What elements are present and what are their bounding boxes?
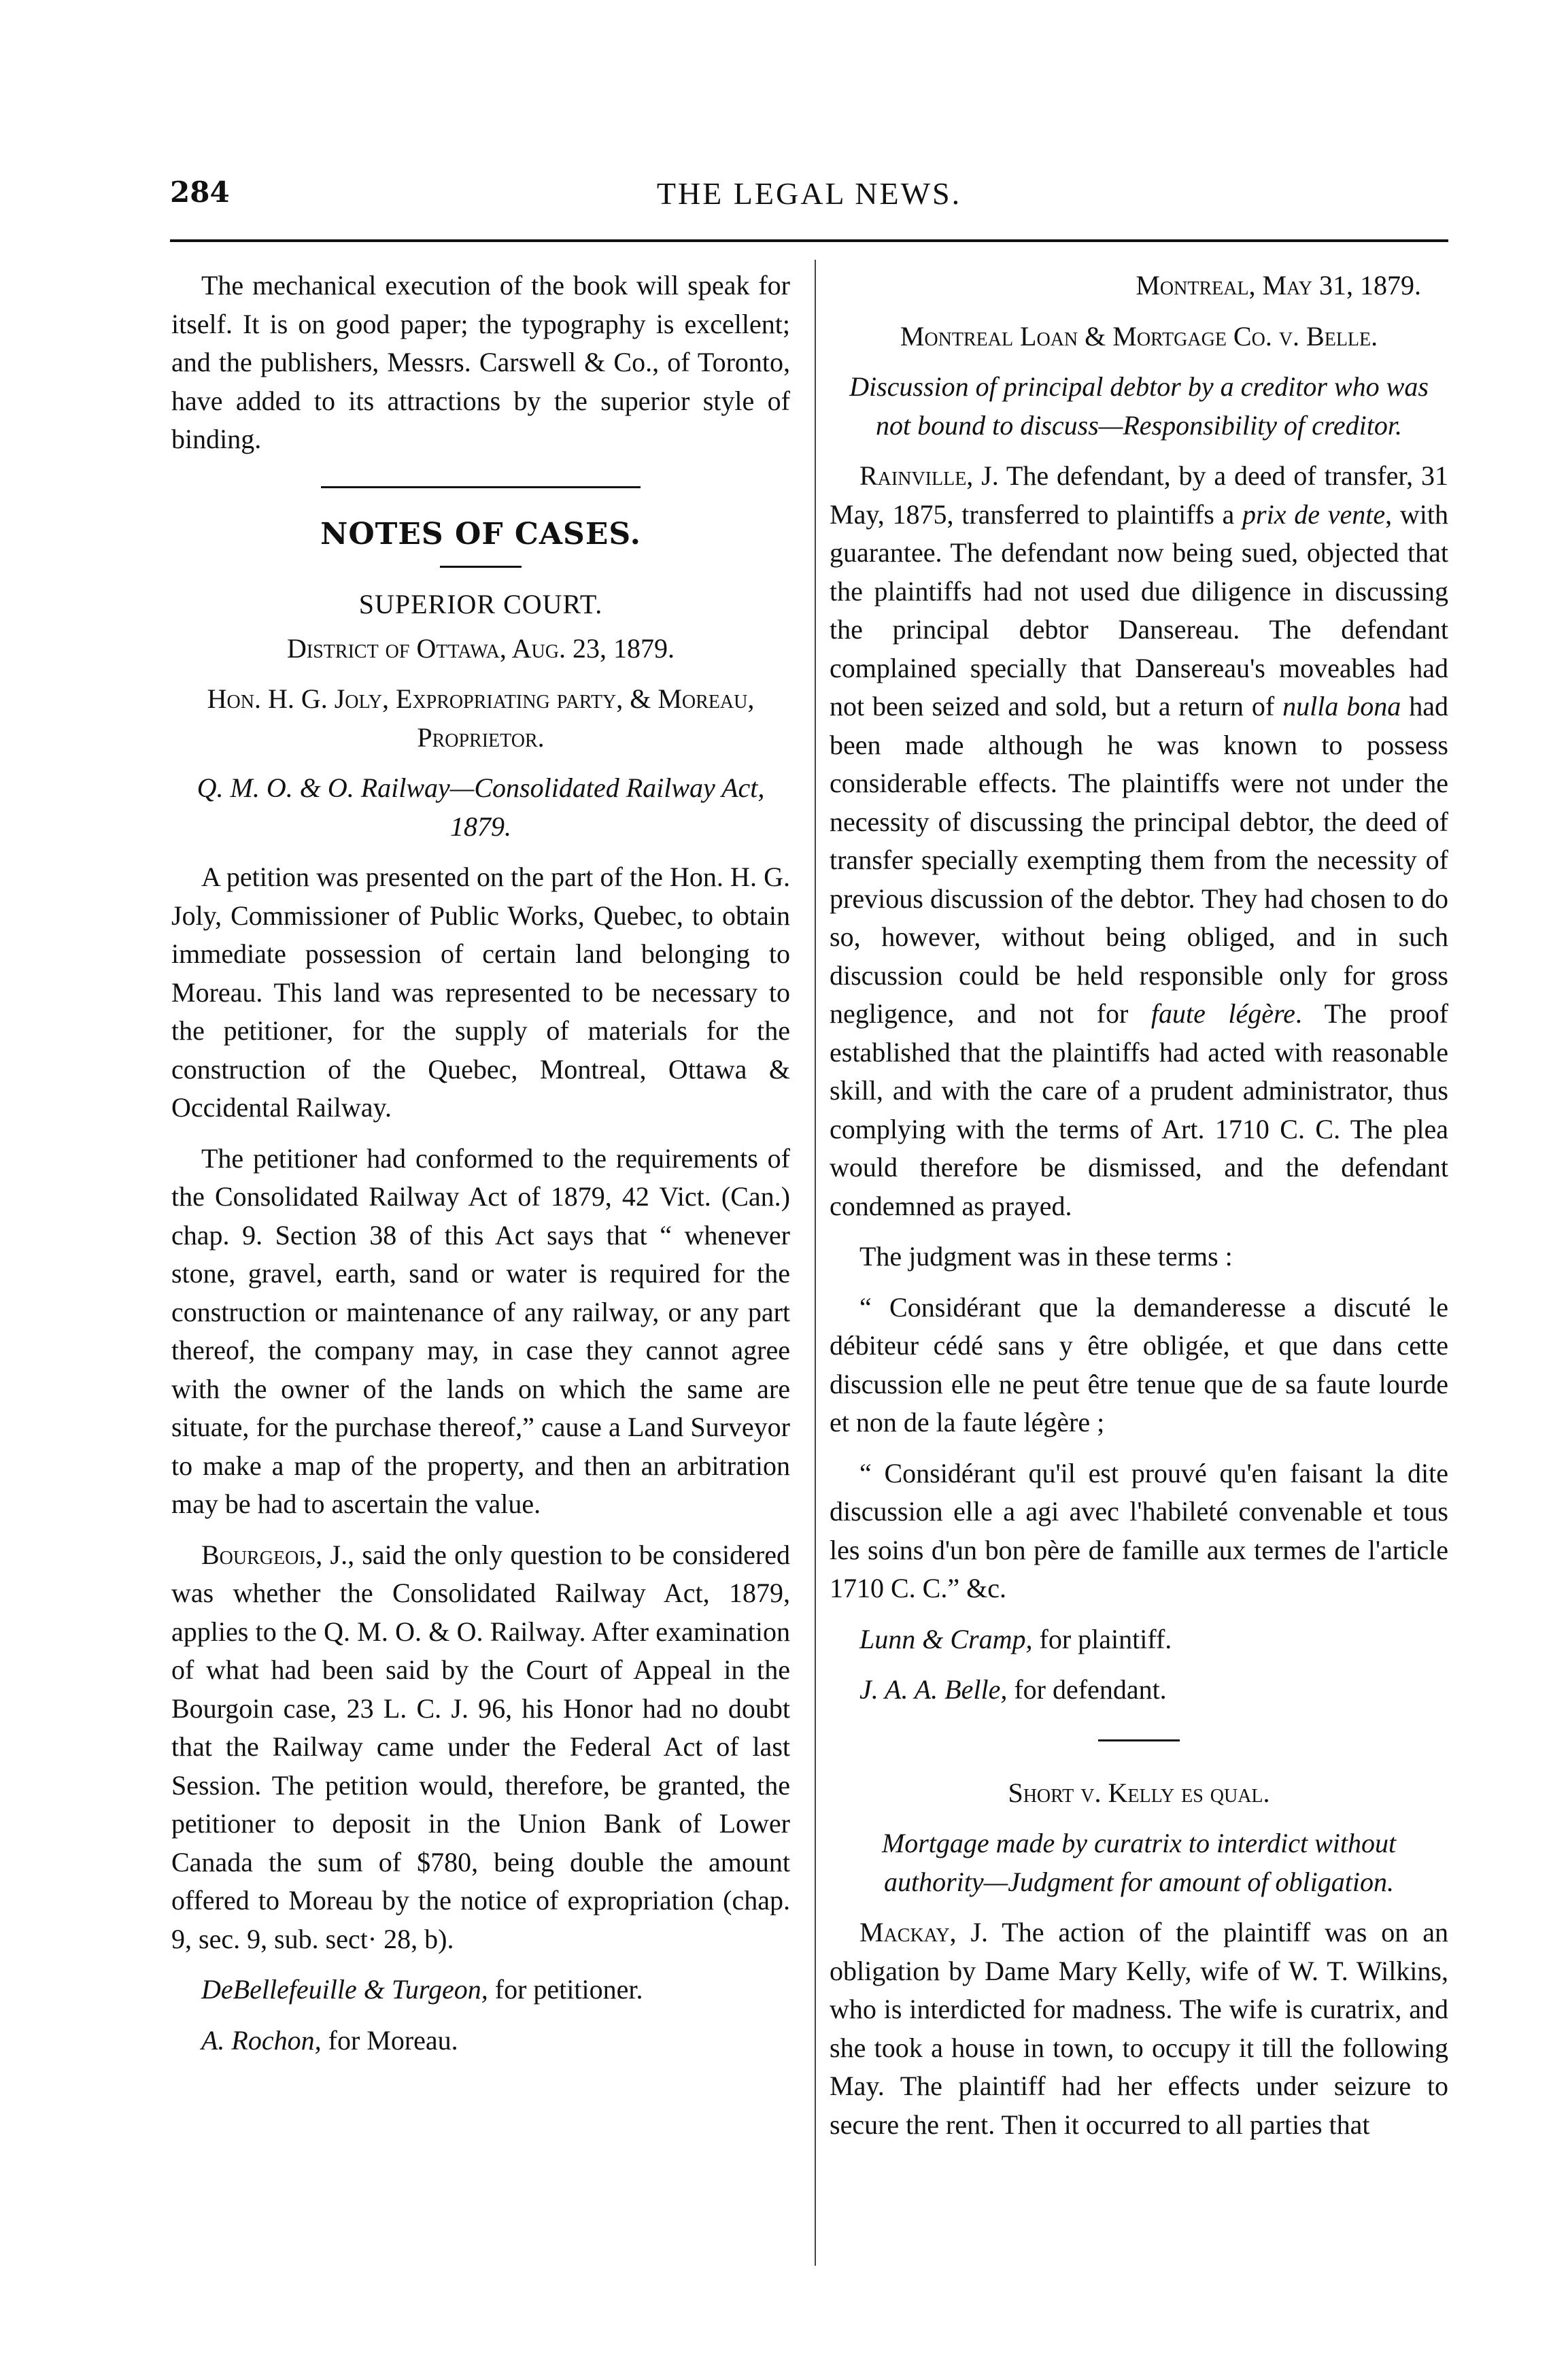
case-separator [1098, 1739, 1180, 1741]
case2-counsel-2: J. A. A. Belle, for defendant. [859, 1674, 1167, 1705]
case1-counsel-1: DeBellefeuille & Turgeon, for petitioner. [201, 1974, 643, 2005]
left-column [171, 267, 790, 2072]
case3-paragraph-1: Mackay, J. The action of the plaintiff was on an obligation by Dame Mary Kelly, wife of W. T. Wilkins, who is interdicted for madness. The wife is curatrix, and she took a house in town, to occupy it till the following May. The plaintiff had her effects under seizure to secure the rent. Then it occurred to all parties that [830, 1917, 1448, 2140]
case3-subject: Mortgage made by curatrix to interdict without authority—Judgment for amount of obligation. [881, 1828, 1397, 1897]
case2-paragraph-3: “ Considérant que la demanderesse a discuté le débiteur cédé sans y être obligée, et que dans cette discussion elle ne peut être tenue que de sa faute lourde et non de la faute légère ; [830, 1291, 1448, 1437]
case2-subject: Discussion of principal debtor by a creditor who was not bound to discuss—Responsibility of creditor. [849, 371, 1429, 441]
section-title: NOTES OF CASES. [320, 516, 641, 551]
case2-parties: Montreal Loan & Mortgage Co. v. Belle. [900, 320, 1378, 352]
case1-subject: Q. M. O. & O. Railway—Consolidated Railway Act, 1879. [197, 772, 765, 842]
case1-judge: Bourgeois, J., [201, 1539, 355, 1570]
case3-judge: Mackay, J. [859, 1917, 989, 1947]
case2-counsel-1: Lunn & Cramp, for plaintiff. [859, 1623, 1172, 1654]
page-header [170, 175, 1448, 230]
header-rule [170, 239, 1448, 242]
case1-counsel-2: A. Rochon, for Moreau. [201, 2024, 458, 2056]
case1-district: District of Ottawa, Aug. 23, 1879. [287, 632, 675, 664]
page-number: 284 [170, 175, 230, 209]
intro-paragraph: The mechanical execution of the book will speak for itself. It is on good paper; the typography is excellent; and the publishers, Messrs. Carswell & Co., of Toronto, have added to its attractions by the superior style of binding. [171, 270, 790, 454]
column-divider [815, 260, 816, 2266]
case3-parties: Short v. Kelly es qual. [1008, 1777, 1270, 1808]
case1-paragraph-2: The petitioner had conformed to the requirements of the Consolidated Railway Act of 1879, 42 Vict. (Can.) chap. 9. Section 38 of this Act says that “ whenever stone, gravel, earth, sand or water is required for the construction or maintenance of any railway, or any part thereof, the company may, in case they cannot agree with the owner of the lands on which the same are situate, for the purchase thereof,” cause a Land Surveyor to make a map of the property, and then an arbitration may be had to ascertain the value. [171, 1142, 790, 1519]
case2-paragraph-4: “ Considérant qu'il est prouvé qu'en faisant la dite discussion elle a agi avec l'habileté convenable et tous les soins d'un bon père de famille aux termes de l'article 1710 C. C.” &c. [830, 1457, 1448, 1603]
case2-paragraph-1: Rainville, J. The defendant, by a deed of transfer, 31 May, 1875, transferred to plaintiffs a prix de vente, with guarantee. The defendant now being sued, objected that the plaintiffs had not used due diligence in discussing the principal debtor Dansereau. The defendant complained specially that Dansereau's moveables had not been seized and sold, but a return of nulla bona had been made although he was known to possess considerable effects. The plaintiffs were not under the necessity of discussing the principal debtor, the deed of transfer specially exempting them from the necessity of previous discussion of the debtor. They had chosen to do so, however, without being obliged, and in such discussion could be held responsible only for gross negligence, and not for faute légère. The proof established that the plaintiffs had acted with reasonable skill, and with the care of a prudent administrator, thus complying with the terms of Art. 1710 C. C. The plea would therefore be dismissed, and the defendant condemned as prayed. [830, 460, 1449, 1221]
case2-dateline: Montreal, May 31, 1879. [1136, 270, 1421, 301]
case2-paragraph-2: The judgment was in these terms : [859, 1241, 1233, 1272]
case1-parties: Hon. H. G. Joly, Expropriating party, & Moreau, Proprietor. [207, 683, 755, 753]
title-rule [440, 566, 522, 568]
right-column [830, 267, 1448, 2156]
case2-judge: Rainville, J. [859, 460, 999, 491]
case1-paragraph-1: A petition was presented on the part of the Hon. H. G. Joly, Commissioner of Public Works, Quebec, to obtain immediate possession of certain land belonging to Moreau. This land was represented to be necessary to the petitioner, for the supply of materials for the construction of the Quebec, Montreal, Ottawa & Occidental Railway. [171, 862, 790, 1123]
case1-paragraph-3: Bourgeois, J., said the only question to be considered was whether the Consolidated Railway Act, 1879, applies to the Q. M. O. & O. Railway. After examination of what had been said by the Court of Appeal in the Bourgoin case, 23 L. C. J. 96, his Honor had no doubt that the Railway came under the Federal Act of last Session. The petition would, therefore, be granted, the petitioner to deposit in the Union Bank of Lower Canada the sum of $780, being double the amount offered to Moreau by the notice of expropriation (chap. 9, sec. 9, sub. sect· 28, b). [171, 1539, 790, 1954]
court-name: SUPERIOR COURT. [358, 589, 603, 619]
running-head: THE LEGAL NEWS. [656, 176, 962, 211]
section-separator [321, 486, 641, 488]
